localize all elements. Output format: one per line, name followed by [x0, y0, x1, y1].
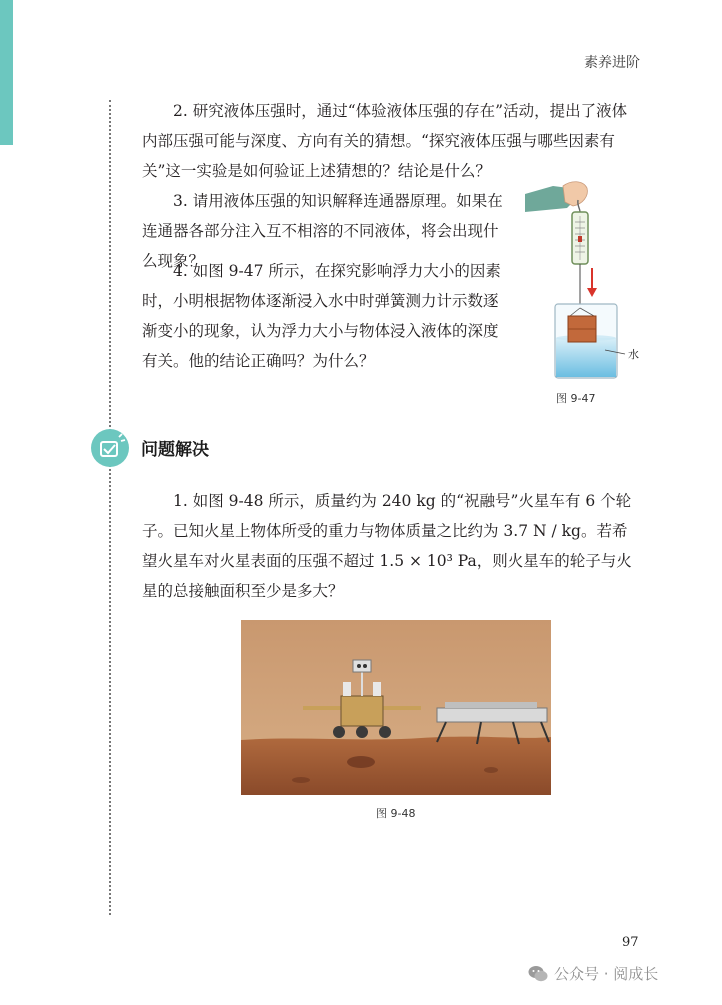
- hand-shape: [563, 182, 587, 206]
- mars-ground-shape: [241, 737, 551, 795]
- margin-dotted-rule: [109, 100, 111, 915]
- running-head: 素养进阶: [584, 55, 640, 71]
- exercise-2: 2. 研究液体压强时，通过“体验液体压强的存在”活动，提出了液体内部压强可能与深度、方向有关的猜想。“探究液体压强与哪些因素有关”这一实验是如何验证上述猜想的？结论是什么？: [142, 102, 628, 180]
- figure-9-48-caption: 图 9-48: [376, 807, 416, 820]
- checklist-icon: [90, 428, 130, 468]
- exercise-4: 4. 如图 9-47 所示，在探究影响浮力大小的因素时，小明根据物体逐渐浸入水中时弹簧测力计示数逐渐变小的现象，认为浮力大小与物体浸入液体的深度有关。他的结论正确吗？为什么？: [142, 262, 501, 370]
- problem-1: 1. 如图 9-48 所示，质量约为 240 kg 的“祝融号”火星车有 6 个轮子。已知火星上物体所受的重力与物体质量之比约为 3.7 N / kg。若希望火星车对火星表面的压强不超过 1.5 × 10³ Pa，则火星车的轮子与火星的总接触面积至少是多大？: [142, 492, 632, 600]
- chapter-side-tab: [0, 0, 13, 145]
- figure-9-47-caption: 图 9-47: [556, 392, 596, 405]
- water-label: 水: [628, 348, 639, 361]
- page-number: 97: [622, 935, 639, 950]
- wechat-icon: [528, 965, 548, 983]
- figure-9-48-photo: [241, 620, 551, 795]
- watermark-text: 公众号 · 阅成长: [554, 965, 659, 983]
- figure-9-47-illustration: [525, 178, 655, 383]
- water-shape: [556, 338, 616, 377]
- exercise-3: 3. 请用液体压强的知识解释连通器原理。如果在连通器各部分注入互不相溶的不同液体，将会出现什么现象？: [142, 192, 503, 270]
- section-title: 问题解决: [141, 440, 209, 460]
- watermark: [528, 963, 658, 984]
